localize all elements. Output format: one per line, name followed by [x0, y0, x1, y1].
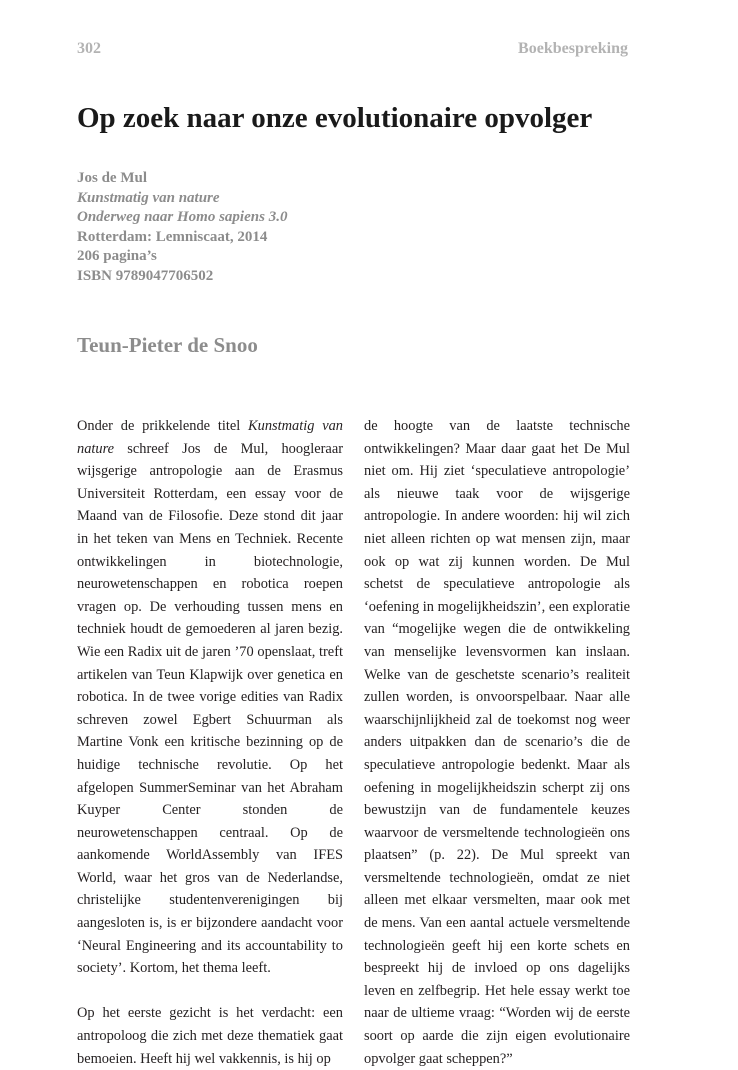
paragraph-2-continued: de hoogte van de laatste technische ontwikkelingen? Maar daar gaat het De Mul niet om. Hij ziet ‘speculatieve antropologie’ als nieuwe taak voor de wijsgerige antropologie. In andere woorden: hij wil zich niet alleen richten op wat mensen zijn, maar ook op wat zij kunnen worden. De Mul schetst de speculatieve antropologie als ‘oefening in mogelijkheidszin’, een exploratie van “mogelijke wegen die de ontwikkeling van menselijke levensvormen kan inslaan. Welke van de geschetste scenario’s realiteit zullen worden, is onvoorspelbaar. Naar alle waarschijnlijkheid zal de toekomst nog weer anders uitpakken dan de scenario’s die de speculatieve antropologie bedenkt. Maar als oefening in mogelijkheidszin scherpt zij ons bewustzijn van de fundamentele keuzes waarvoor de versmeltende technologieën ons plaatsen” (p. 22). De Mul spreekt van versmeltende technologieën, omdat ze niet alleen met elkaar versmelten, maar ook met de mens. Van een aantal actuele versmeltende technologieën geeft hij een korte schets en bespreekt hij de invloed op ons dagelijks leven en zelfbegrip. Het hele essay werkt toe naar de ultieme vraag: “Worden wij de eerste soort op aarde die zijn eigen evolutionaire opvolger gaat scheppen?”	[364, 418, 630, 1067]
page-number: 302	[77, 40, 101, 57]
paragraph-1	[77, 415, 343, 980]
text-column-left	[77, 415, 343, 1070]
reviewer-name: Teun-Pieter de Snoo	[77, 333, 258, 357]
book-pages: 206 pagina’s	[77, 248, 157, 264]
book-info	[77, 169, 477, 286]
section-label: Boekbespreking	[518, 40, 628, 57]
book-author: Jos de Mul	[77, 170, 148, 186]
paragraph-2-start: Op het eerste gezicht is het verdacht: een antropoloog die zich met deze thematiek gaat bemoeien. Heeft hij wel vakkennis, is hij op	[77, 1005, 343, 1067]
book-subtitle: Onderweg naar Homo sapiens 3.0	[77, 209, 288, 225]
book-publisher: Rotterdam: Lemniscaat, 2014	[77, 228, 268, 245]
p1-intro: Onder de prikkelende titel	[77, 418, 249, 434]
book-title: Kunstmatig van nature	[77, 189, 220, 206]
p1-book-title: Kunstmatig van nature	[77, 418, 343, 457]
text-column-right	[364, 415, 630, 1070]
running-head	[77, 40, 628, 58]
article-title: Op zoek naar onze evolutionaire opvolger	[77, 102, 593, 134]
p1-rest: schreef Jos de Mul, hoogleraar wijsgerige antropologie aan de Erasmus Universiteit Rotterdam, een essay voor de Maand van de Filosofie. Deze stond dit jaar in het teken van Mens en Techniek. Recente ontwikkelingen in biotechnologie, neurowetenschappen en robotica roepen vragen op. De verhouding tussen mens en techniek houdt de gemoederen al jaren bezig. Wie een Radix uit de jaren ’70 openslaat, treft artikelen van Teun Klapwijk over genetica en robotica. In de twee vorige edities van Radix schreven zowel Egbert Schuurman als Martine Vonk een kritische bezinning op de huidige technische revolutie. Op het afgelopen SummerSeminar van het Abraham Kuyper Center stonden de neurowetenschappen centraal. Op de aankomende WorldAssembly van IFES World, waar het gros van de Nederlandse, christelijke studentenverenigingen bij aangesloten is, is er bijzondere aandacht voor ‘Neural Engineering and its accountability to society’. Kortom, het thema leeft.	[77, 440, 343, 977]
book-isbn: ISBN 9789047706502	[77, 267, 214, 284]
